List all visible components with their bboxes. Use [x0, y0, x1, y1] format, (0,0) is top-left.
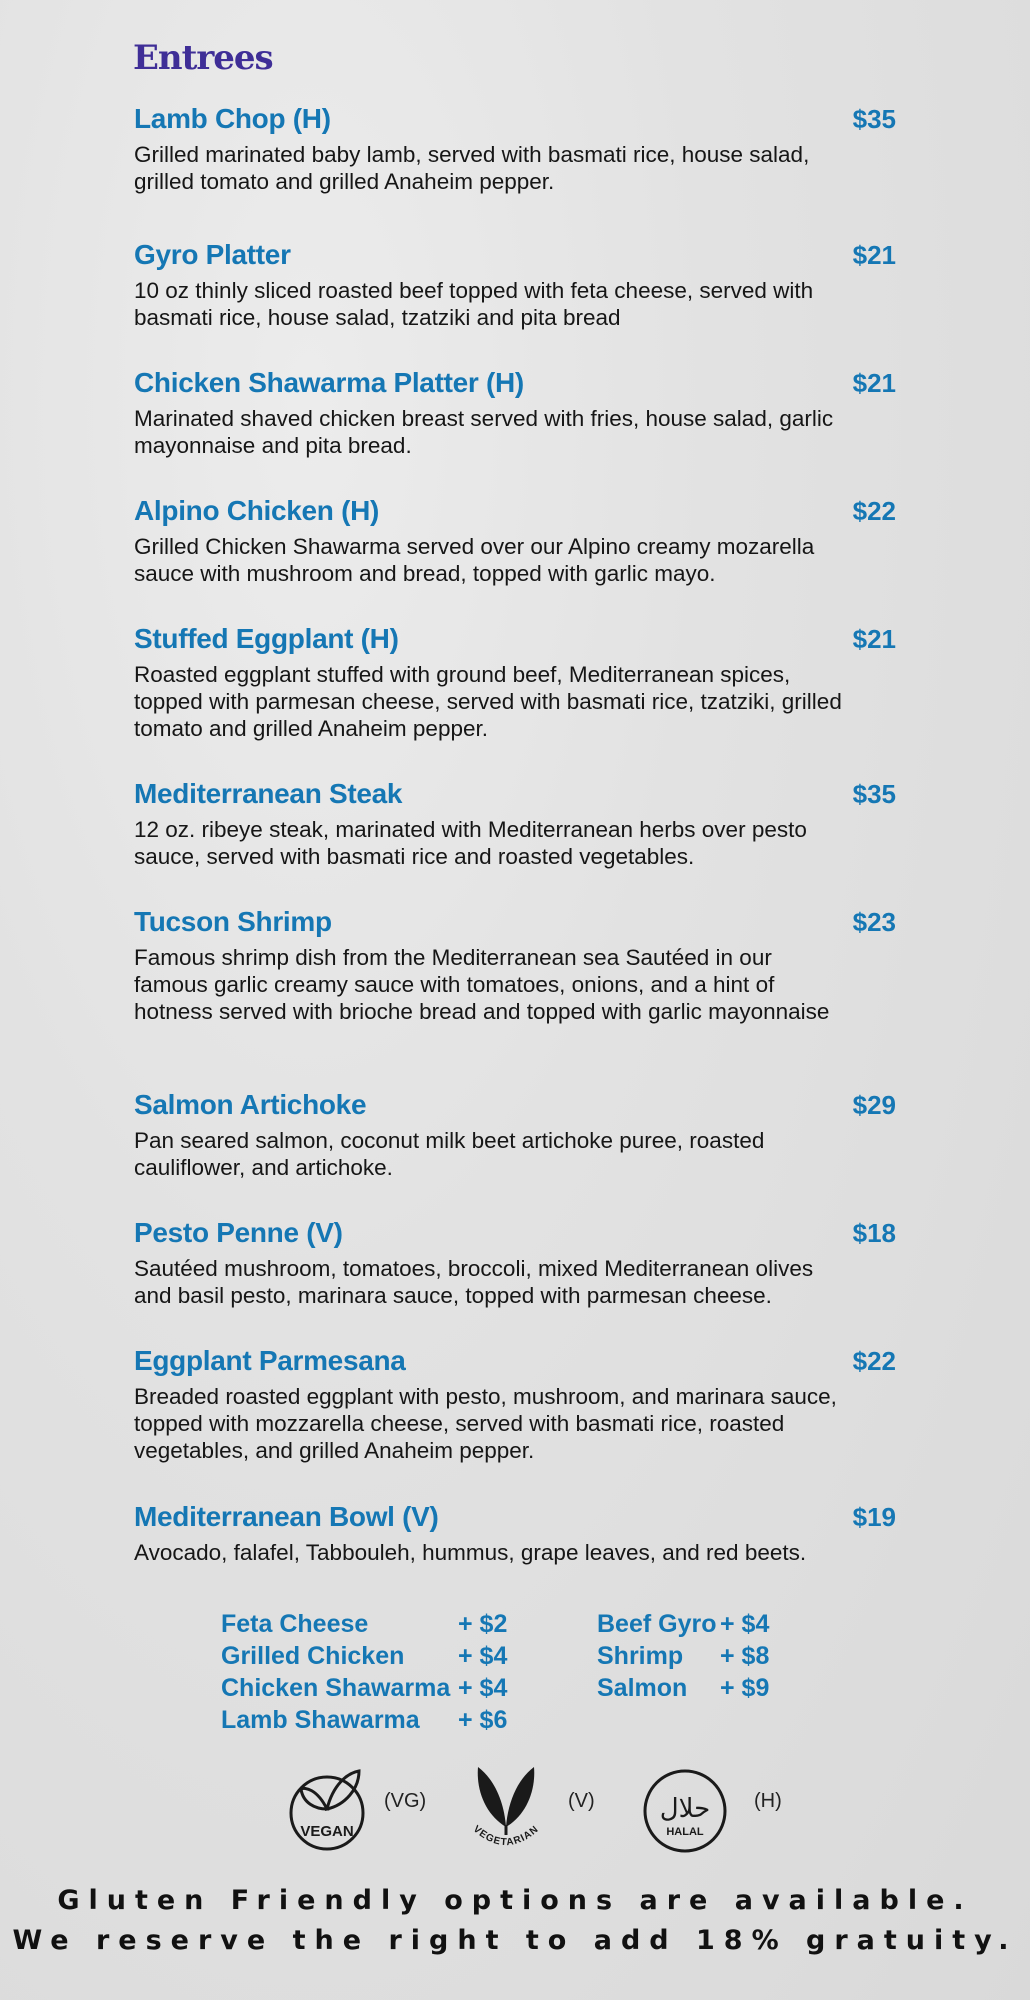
addon-price: + $4 — [458, 1674, 508, 1702]
item-description: Sautéed mushroom, tomatoes, broccoli, mixed Mediterranean olives and basil pesto, marinara sauce, topped with parmesan cheese. — [134, 1256, 814, 1308]
menu-item — [134, 103, 896, 195]
menu-item — [134, 623, 896, 742]
addon-name: Grilled Chicken — [221, 1642, 405, 1670]
addon-row — [597, 1672, 769, 1704]
item-price: $21 — [852, 240, 896, 270]
item-price: $23 — [852, 907, 896, 937]
menu-item — [134, 1345, 896, 1464]
item-price: $18 — [852, 1218, 896, 1248]
addon-row — [597, 1640, 769, 1672]
item-description: 10 oz thinly sliced roasted beef topped with feta cheese, served with basmati rice, house salad, tzatziki and pita bread — [134, 278, 814, 330]
item-name: Tucson Shrimp — [134, 906, 332, 937]
addon-row — [221, 1608, 507, 1640]
addon-name: Chicken Shawarma — [221, 1674, 451, 1702]
item-name: Mediterranean Bowl (V) — [134, 1501, 439, 1532]
item-price: $29 — [852, 1090, 896, 1120]
badge-label: (VG) — [384, 1790, 427, 1812]
item-name: Lamb Chop (H) — [134, 103, 331, 134]
item-name: Mediterranean Steak — [134, 778, 403, 809]
item-name: Chicken Shawarma Platter (H) — [134, 367, 524, 398]
addon-name: Lamb Shawarma — [221, 1706, 420, 1734]
addon-price: + $9 — [720, 1674, 770, 1702]
item-name: Eggplant Parmesana — [134, 1345, 406, 1376]
addon-name: Shrimp — [597, 1642, 684, 1670]
item-price: $19 — [852, 1502, 896, 1532]
badge-icon-text: HALAL — [666, 1826, 704, 1838]
addon-row — [597, 1608, 769, 1640]
item-description: Grilled Chicken Shawarma served over our Alpino creamy mozarella sauce with mushroom and bread, topped with garlic mayo. — [134, 534, 815, 586]
addon-price: + $2 — [458, 1610, 508, 1638]
footer-gratuity-note: We reserve the right to add 18% gratuity. — [12, 1925, 1018, 1956]
addon-row — [221, 1704, 507, 1736]
addon-row — [221, 1672, 507, 1704]
item-price: $22 — [852, 496, 896, 526]
item-price: $22 — [852, 1346, 896, 1376]
badge-icon-text: VEGETARIAN — [470, 1823, 542, 1849]
item-description: Marinated shaved chicken breast served with fries, house salad, garlic mayonnaise and pita bread. — [134, 406, 834, 458]
badge-icon-text: VEGAN — [300, 1823, 354, 1840]
item-description: Pan seared salmon, coconut milk beet artichoke puree, roasted cauliflower, and artichoke. — [134, 1128, 765, 1180]
badge-label: (H) — [754, 1790, 782, 1812]
addon-price: + $4 — [458, 1642, 508, 1670]
menu-item — [134, 239, 896, 331]
item-price: $35 — [852, 104, 896, 134]
menu-item — [134, 495, 896, 587]
item-name: Pesto Penne (V) — [134, 1217, 343, 1248]
menu-item — [134, 1501, 896, 1566]
addon-name: Salmon — [597, 1674, 688, 1702]
menu-item — [134, 1089, 896, 1181]
halal-arabic-text: حلال — [659, 1794, 711, 1824]
item-description: Famous shrimp dish from the Mediterranean sea Sautéed in our famous garlic creamy sauce with tomatoes, onions, and a hint of hotness served with brioche bread and topped with garlic mayonnaise — [134, 945, 830, 1024]
halal-icon — [642, 1765, 728, 1855]
item-name: Gyro Platter — [134, 239, 291, 270]
addon-row — [221, 1640, 507, 1672]
item-description: 12 oz. ribeye steak, marinated with Mediterranean herbs over pesto sauce, served with basmati rice and roasted vegetables. — [134, 817, 807, 869]
item-price: $21 — [852, 624, 896, 654]
addon-price: + $6 — [458, 1706, 508, 1734]
item-description: Avocado, falafel, Tabbouleh, hummus, grape leaves, and red beets. — [134, 1540, 807, 1565]
item-name: Stuffed Eggplant (H) — [134, 623, 399, 654]
item-price: $35 — [852, 779, 896, 809]
item-description: Breaded roasted eggplant with pesto, mushroom, and marinara sauce, topped with mozzarella cheese, served with basmati rice, roasted vegetables, and grilled Anaheim pepper. — [134, 1384, 837, 1463]
item-name: Alpino Chicken (H) — [134, 495, 380, 526]
addon-price: + $4 — [720, 1610, 770, 1638]
addon-name: Feta Cheese — [221, 1610, 369, 1638]
item-name: Salmon Artichoke — [134, 1089, 367, 1120]
item-description: Grilled marinated baby lamb, served with basmati rice, house salad, grilled tomato and grilled Anaheim pepper. — [134, 142, 810, 194]
addons-right — [597, 1608, 769, 1704]
addon-name: Beef Gyro — [597, 1610, 717, 1638]
vegetarian-icon — [464, 1765, 548, 1855]
addons-left — [221, 1608, 507, 1736]
item-description: Roasted eggplant stuffed with ground beef, Mediterranean spices, topped with parmesan cheese, served with basmati rice, tzatziki, grilled tomato and grilled Anaheim pepper. — [134, 662, 842, 741]
badge-label: (V) — [568, 1790, 595, 1812]
menu-item — [134, 906, 896, 1025]
vegan-icon — [287, 1765, 367, 1855]
menu-item — [134, 1217, 896, 1309]
item-price: $21 — [852, 368, 896, 398]
section-title: Entrees — [133, 38, 273, 78]
addon-price: + $8 — [720, 1642, 770, 1670]
menu-item — [134, 367, 896, 459]
footer-gluten-note: Gluten Friendly options are available. — [57, 1885, 973, 1916]
menu-item — [134, 778, 896, 870]
